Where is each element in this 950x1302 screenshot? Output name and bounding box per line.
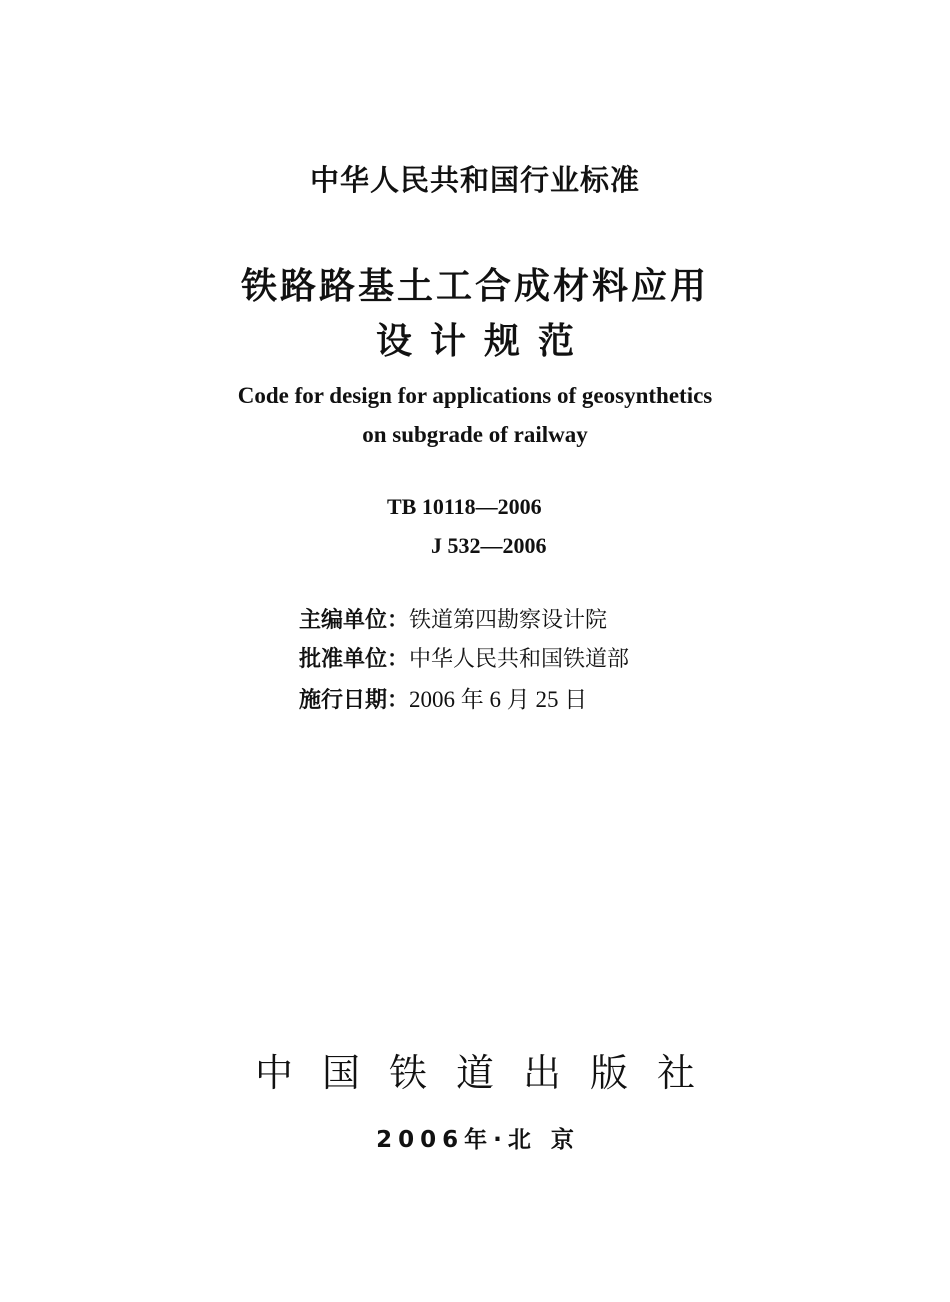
english-title-line-2: on subgrade of railway	[362, 422, 588, 447]
standard-type-heading: 中华人民共和国行业标准	[309, 163, 640, 197]
standard-code-tb: TB 10118—2006	[387, 494, 542, 519]
approver-unit-value: 中华人民共和国铁道部	[409, 647, 630, 672]
effective-date-value: 2006 年 6 月 25 日	[409, 687, 588, 712]
standard-code-j: J 532—2006	[431, 533, 547, 558]
editor-unit-value: 铁道第四勘察设计院	[409, 608, 608, 633]
approver-unit-label: 批准单位：	[299, 647, 410, 672]
chinese-title-line-2: 设计规范	[375, 321, 592, 362]
editor-unit-label: 主编单位：	[299, 608, 410, 633]
editor-unit-row	[299, 603, 607, 634]
publisher-name: 中国铁道出版社	[254, 1051, 724, 1095]
chinese-title-line-1: 铁路路基土工合成材料应用	[240, 266, 709, 307]
publication-year-place: 2006年·北 京	[376, 1127, 580, 1153]
approver-unit-row	[299, 642, 629, 673]
effective-date-label: 施行日期：	[299, 688, 410, 713]
effective-date-row	[299, 681, 587, 714]
english-title-line-1: Code for design for applications of geosynthetics	[237, 383, 713, 408]
